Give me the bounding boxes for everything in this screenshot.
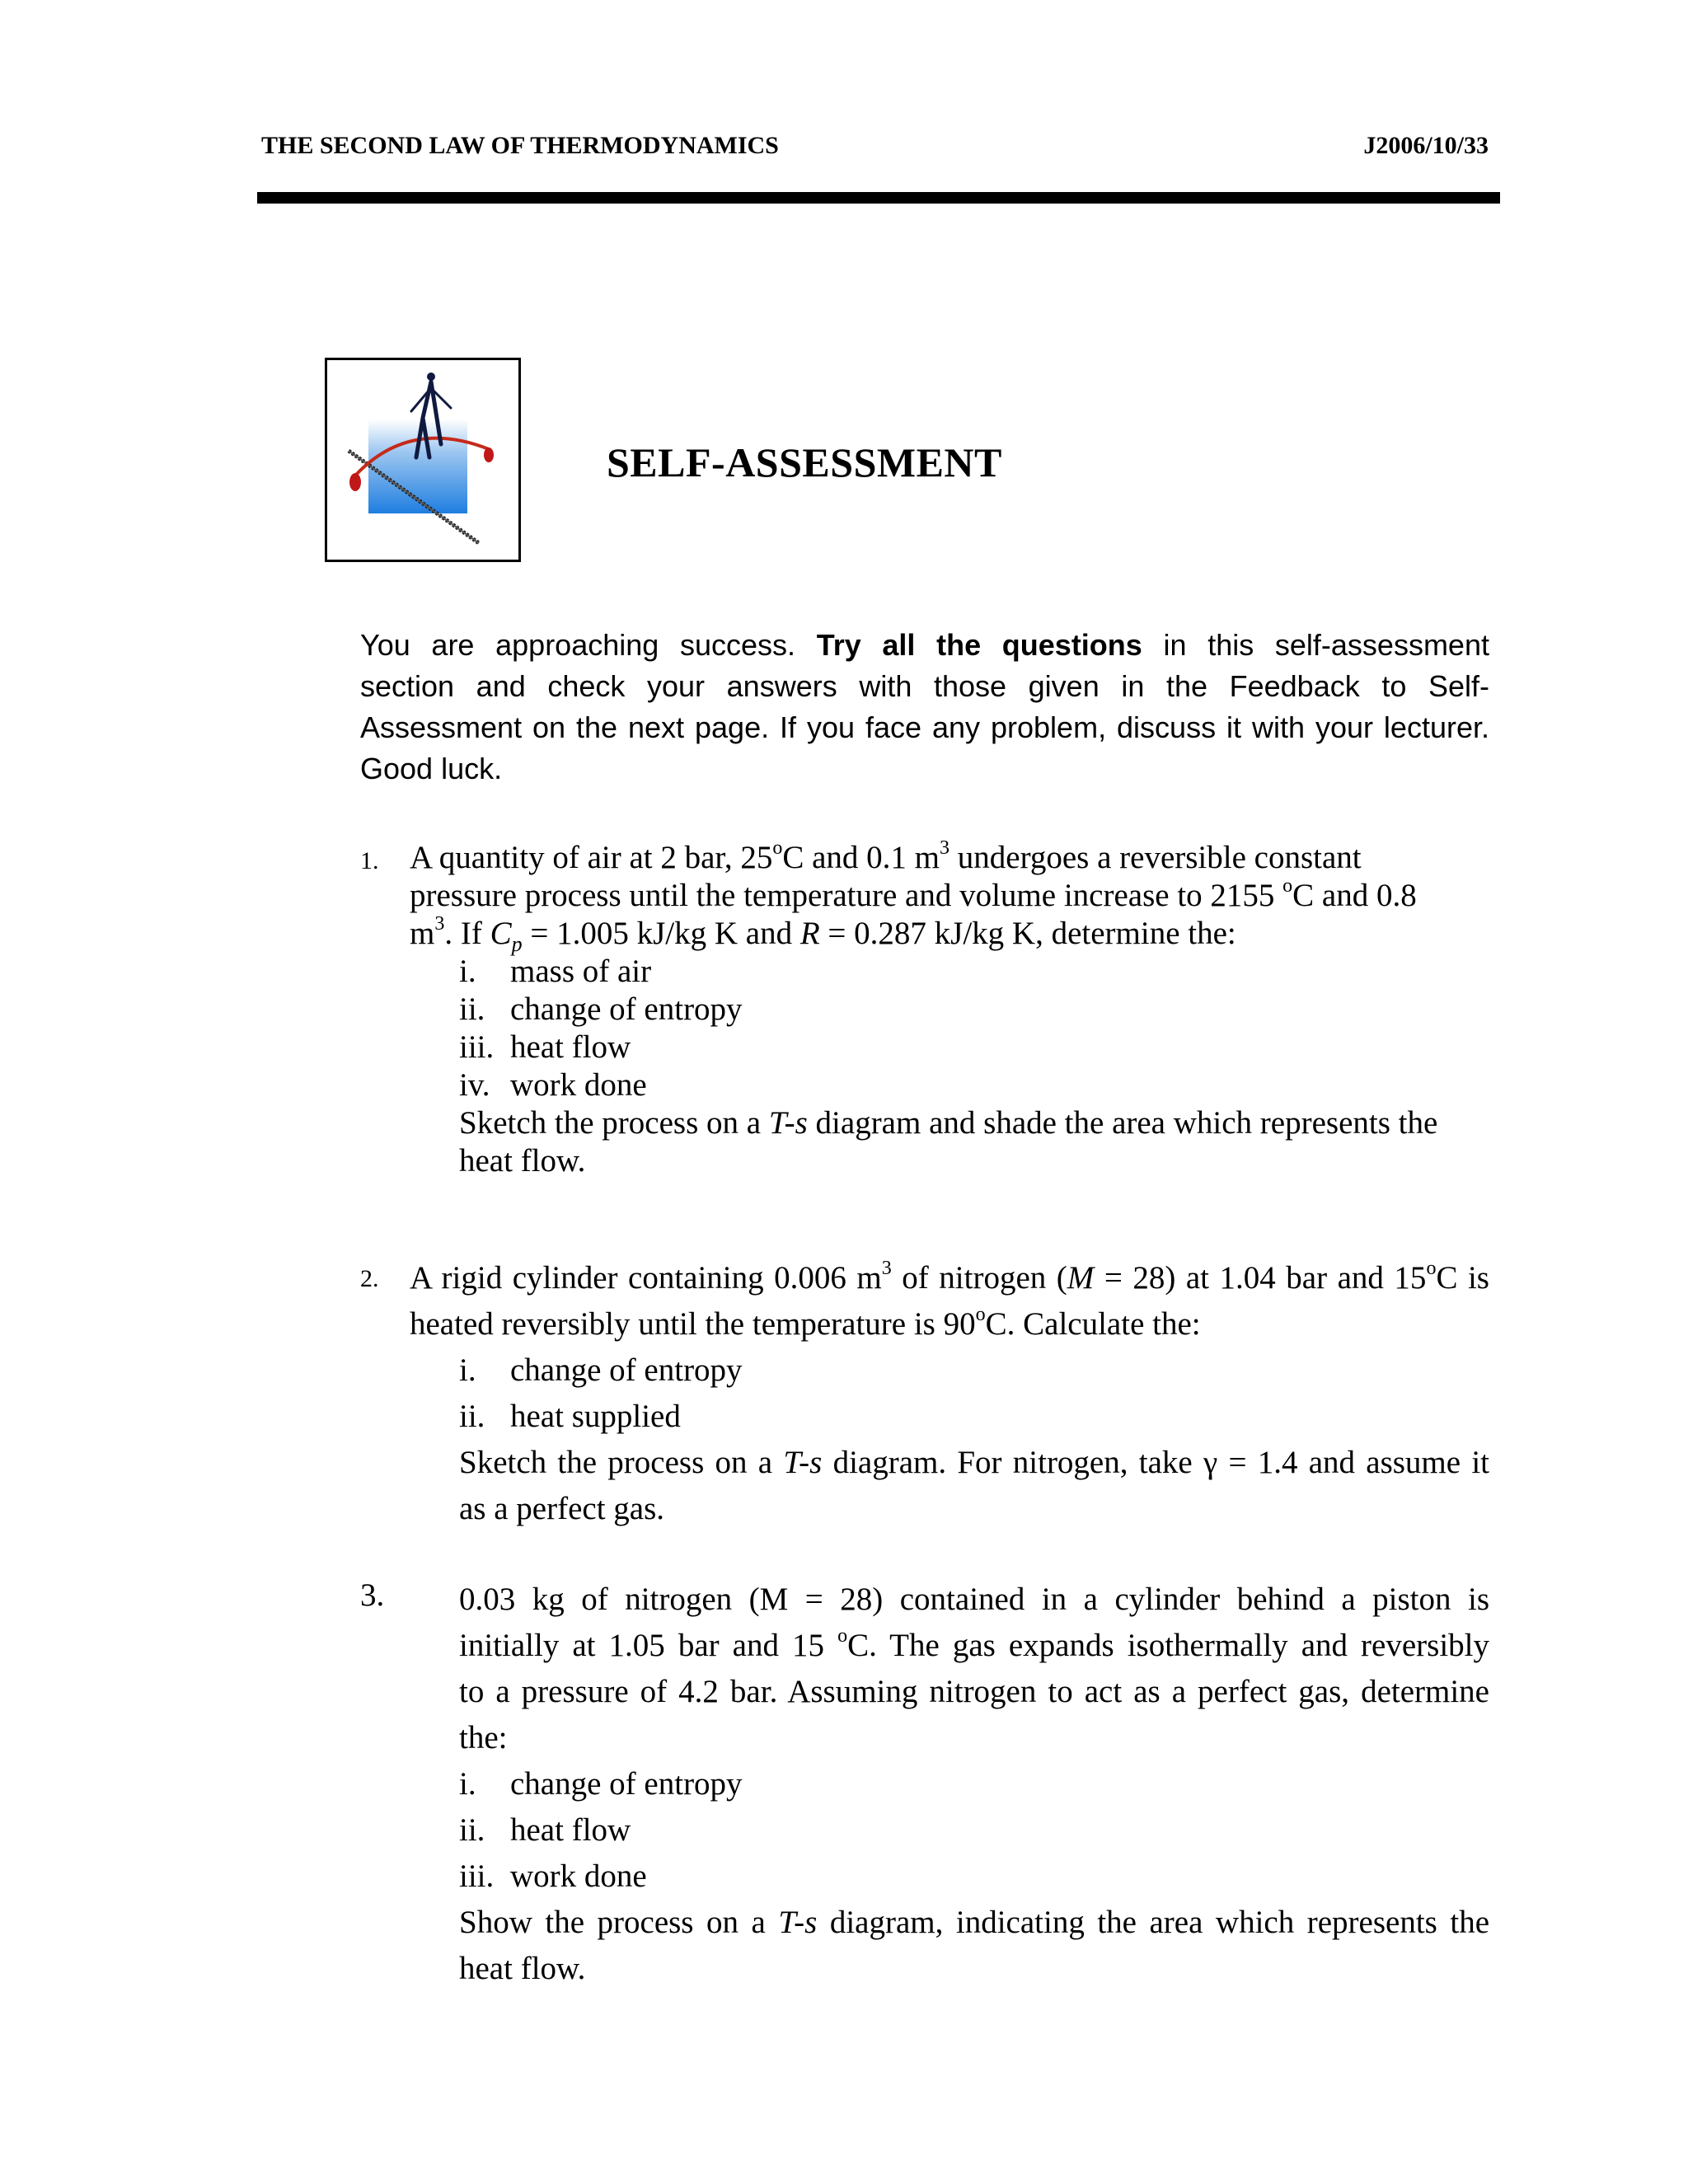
question-number: 2. — [360, 1265, 379, 1292]
question-instruction: heat flow. — [459, 1951, 586, 1986]
question-instruction: Sketch the process on a T-s diagram and shade the area which represents the — [459, 1105, 1438, 1141]
question-instruction: as a perfect gas. — [459, 1491, 665, 1526]
question-1 — [410, 839, 1498, 1180]
document-code: J2006/10/33 — [1363, 132, 1489, 159]
intro-line: You are approaching success. Try all the questions in this self-assessment — [360, 628, 1489, 662]
intro-paragraph — [360, 625, 1489, 790]
question-instruction: Show the process on a T-s diagram, indicating the area which represents the — [459, 1905, 1489, 1940]
question-line: A rigid cylinder containing 0.006 $m^3$ of nitrogen (M = 28) at 1.04 bar and 15$^o$C is — [410, 1258, 1489, 1296]
list-item: i. mass of air — [459, 954, 652, 989]
list-item: ii. heat flow — [459, 1812, 631, 1848]
question-line: $m^3$. If $C_p = 1.005$ kJ/kg K and R = 0.287 kJ/kg K, determine the: — [410, 913, 1236, 956]
question-instruction: Sketch the process on a T-s diagram. For nitrogen, take γ = 1.4 and assume it — [459, 1445, 1489, 1480]
question-line: A quantity of air at 2 bar, 25$^o$C and 0.1 $m^3$ undergoes a reversible constant — [410, 837, 1362, 875]
emphasis-text: Try all the questions — [816, 628, 1142, 662]
document-title: THE SECOND LAW OF THERMODYNAMICS — [261, 132, 779, 159]
question-line: to a pressure of 4.2 bar. Assuming nitrogen to act as a perfect gas, determine — [459, 1674, 1489, 1709]
question-instruction: heat flow. — [459, 1143, 586, 1179]
section-title: SELF-ASSESSMENT — [607, 439, 1002, 485]
question-line: initially at 1.05 bar and 15 $^o$C. The gas expands isothermally and reversibly — [459, 1625, 1489, 1663]
tightrope-walker-icon — [325, 358, 521, 562]
question-line: pressure process until the temperature and volume increase to 2155 $^o$C and 0.8 — [410, 875, 1417, 913]
question-3 — [459, 1577, 1489, 1992]
list-item: iii. work done — [459, 1858, 647, 1894]
list-item: i. change of entropy — [459, 1352, 743, 1388]
list-item: ii. heat supplied — [459, 1399, 681, 1434]
list-item: ii. change of entropy — [459, 991, 743, 1027]
list-item: iii. heat flow — [459, 1029, 631, 1065]
question-number: 1. — [360, 847, 379, 874]
intro-line: section and check your answers with those given in the Feedback to Self- — [360, 669, 1489, 703]
question-number: 3. — [360, 1577, 385, 1613]
list-item: iv. work done — [459, 1067, 647, 1103]
intro-line: Good luck. — [360, 752, 503, 785]
header-divider — [257, 192, 1500, 204]
question-line: heated reversibly until the temperature is 90$^o$C. Calculate the: — [410, 1304, 1201, 1342]
question-line: the: — [459, 1720, 508, 1755]
question-2 — [410, 1255, 1489, 1532]
question-line: 0.03 kg of nitrogen (M = 28) contained in a cylinder behind a piston is — [459, 1582, 1489, 1617]
list-item: i. change of entropy — [459, 1766, 743, 1802]
intro-line: Assessment on the next page. If you face any problem, discuss it with your lecturer. — [360, 710, 1489, 744]
